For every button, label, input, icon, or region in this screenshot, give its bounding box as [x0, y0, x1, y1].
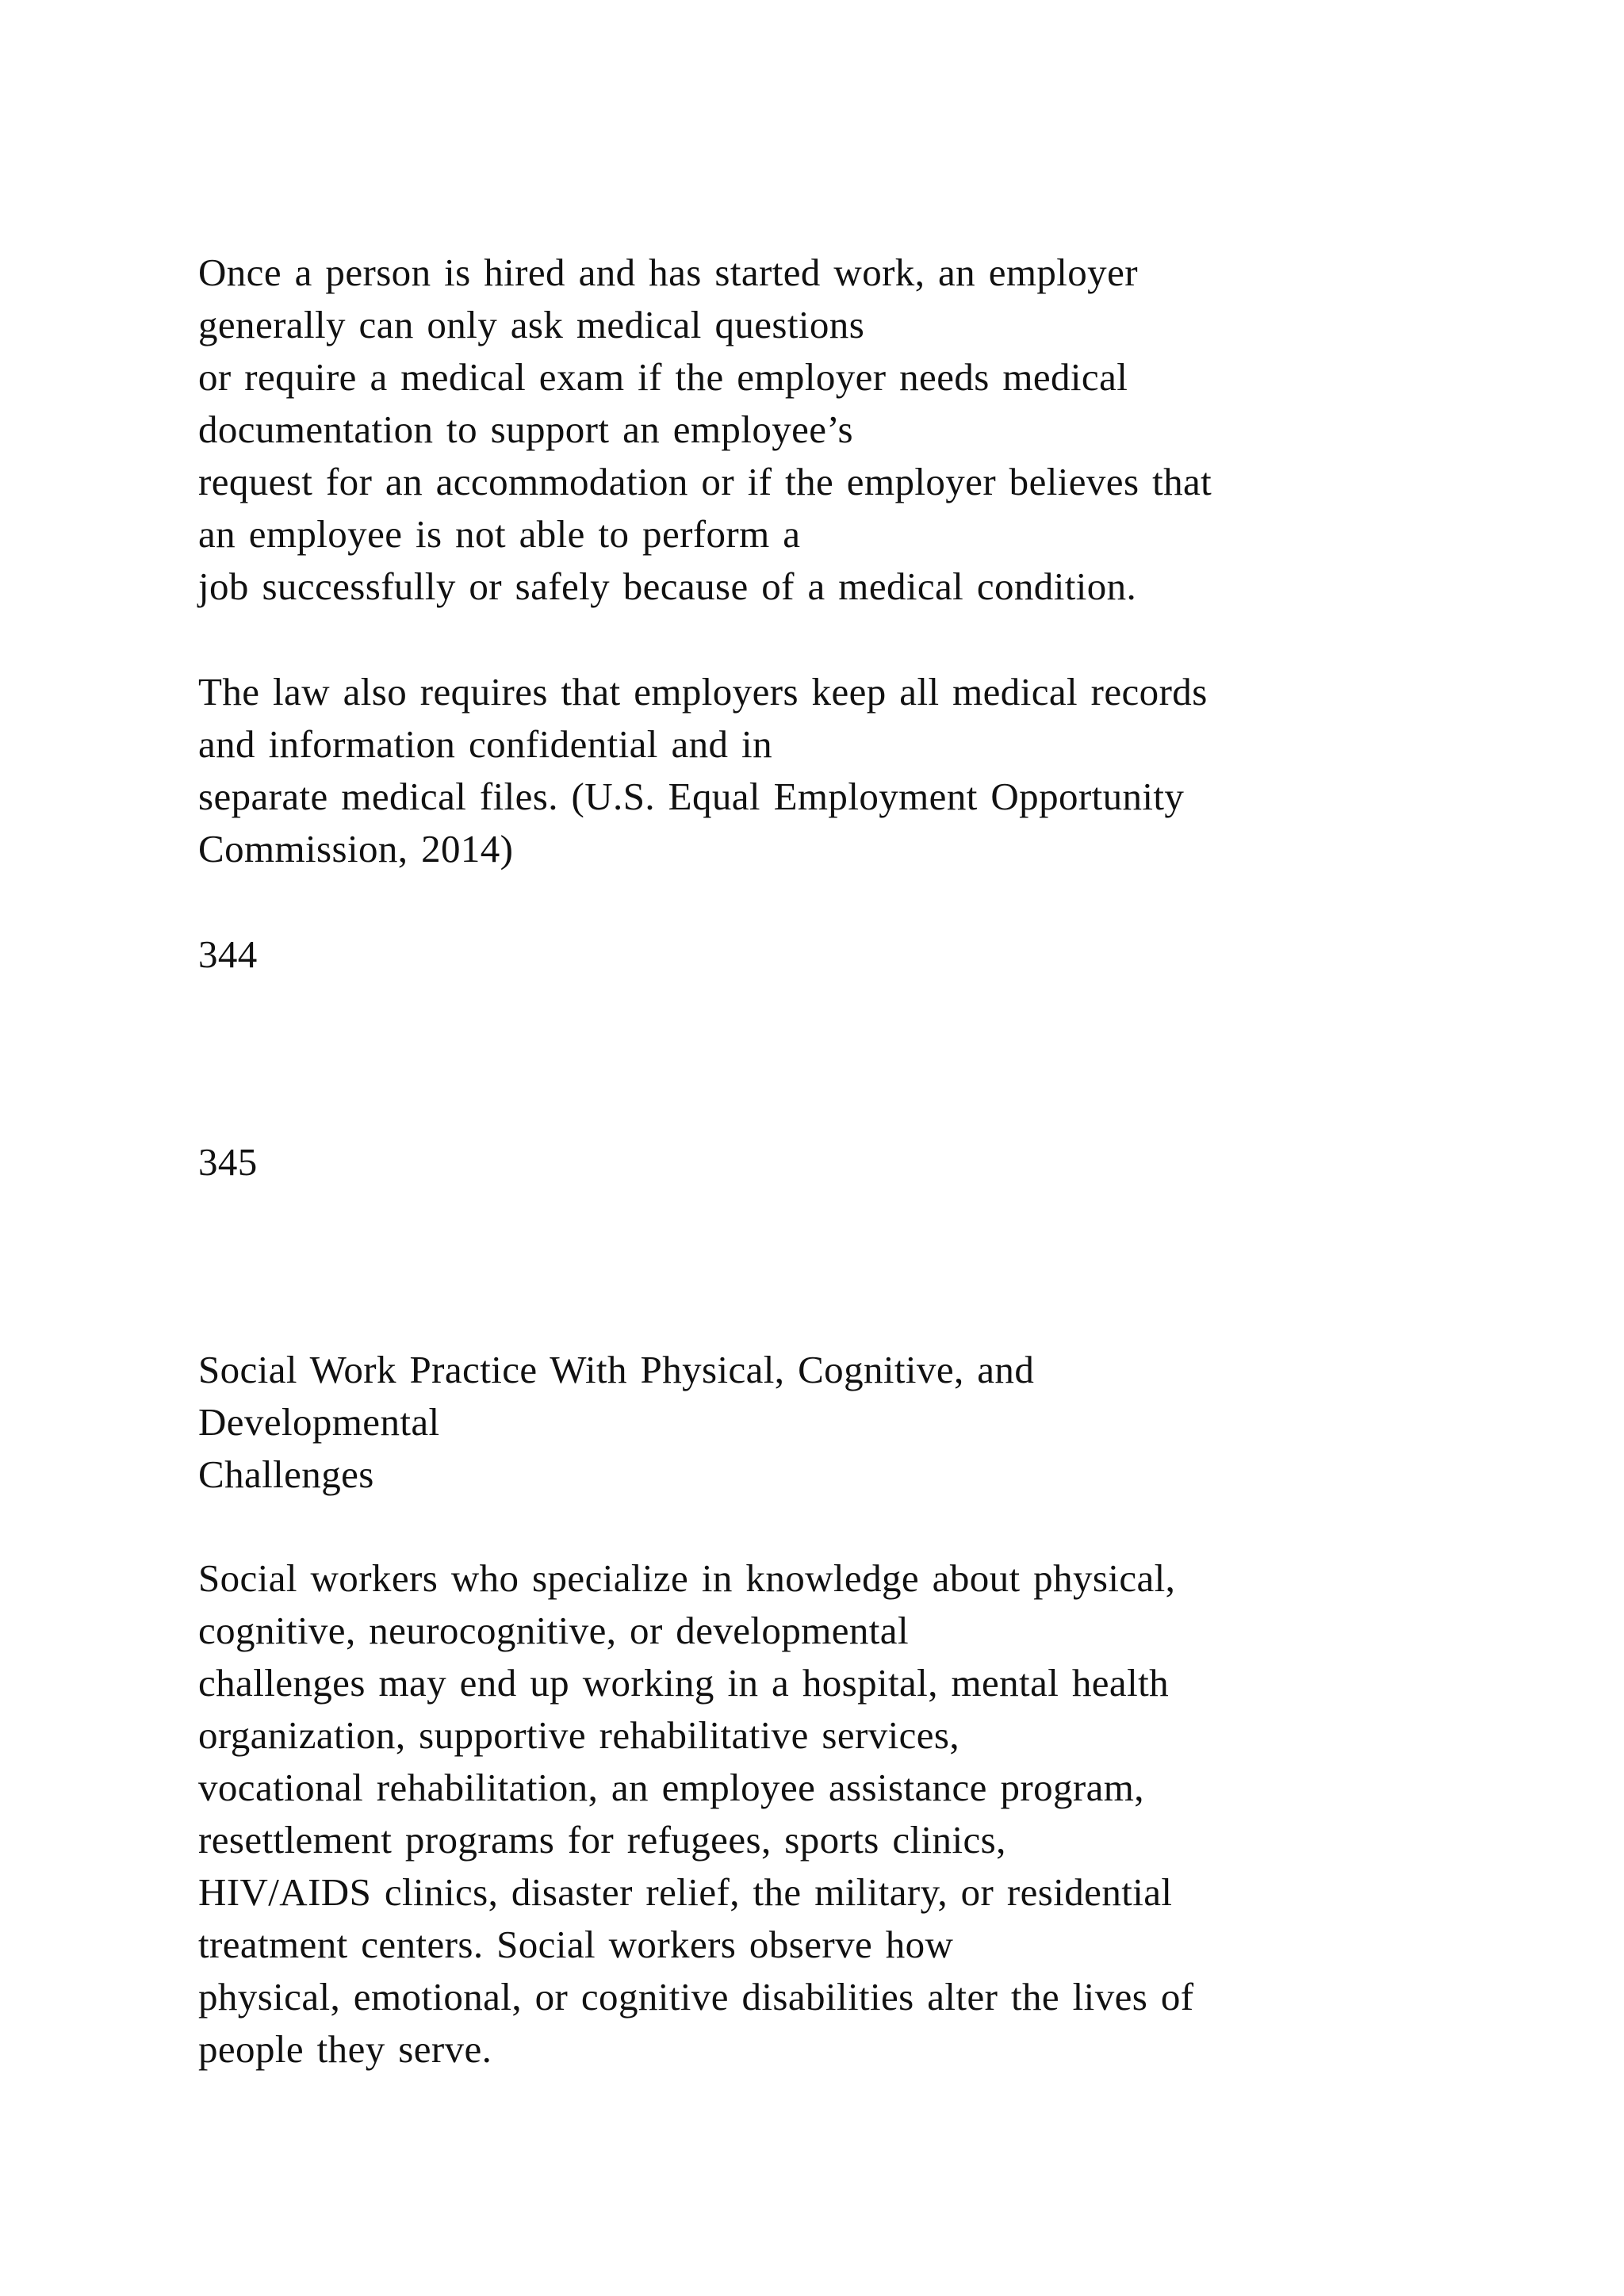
text-line: documentation to support an employee’s: [198, 408, 853, 451]
page-number-text: 344: [198, 932, 258, 976]
heading-line: Social Work Practice With Physical, Cognitive, and: [198, 1348, 1035, 1391]
page-number: [198, 1136, 1435, 1188]
text-line: Once a person is hired and has started work, an employer: [198, 251, 1138, 294]
text-line: separate medical files. (U.S. Equal Employment Opportunity: [198, 775, 1185, 818]
text-line: generally can only ask medical questions: [198, 303, 865, 346]
text-line: vocational rehabilitation, an employee assistance program,: [198, 1766, 1144, 1809]
heading-line: Challenges: [198, 1452, 374, 1496]
text-line: challenges may end up working in a hospital, mental health: [198, 1661, 1170, 1705]
text-line: cognitive, neurocognitive, or developmental: [198, 1609, 909, 1652]
page-number-text: 345: [198, 1140, 258, 1184]
text-line: organization, supportive rehabilitative services,: [198, 1713, 960, 1757]
text-line: and information confidential and in: [198, 722, 772, 766]
paragraph-social-workers: [198, 1552, 1435, 2076]
text-line: job successfully or safely because of a medical condition.: [198, 564, 1137, 608]
page-number: [198, 928, 1435, 981]
text-line: or require a medical exam if the employer needs medical: [198, 355, 1128, 399]
text-line: request for an accommodation or if the employer believes that: [198, 460, 1212, 503]
heading-line: Developmental: [198, 1400, 440, 1444]
text-line: resettlement programs for refugees, sports clinics,: [198, 1818, 1006, 1862]
section-heading: [198, 1344, 1435, 1501]
text-line: treatment centers. Social workers observe how: [198, 1923, 954, 1966]
text-line: an employee is not able to perform a: [198, 512, 801, 556]
text-line: Social workers who specialize in knowledge about physical,: [198, 1556, 1176, 1600]
paragraph-confidential-records: [198, 666, 1435, 875]
text-line: The law also requires that employers keep all medical records: [198, 670, 1208, 714]
text-line: physical, emotional, or cognitive disabilities alter the lives of: [198, 1975, 1194, 2019]
text-line: Commission, 2014): [198, 827, 514, 871]
paragraph-medical-questions: [198, 247, 1435, 613]
text-line: people they serve.: [198, 2027, 492, 2071]
text-line: HIV/AIDS clinics, disaster relief, the military, or residential: [198, 1870, 1173, 1914]
